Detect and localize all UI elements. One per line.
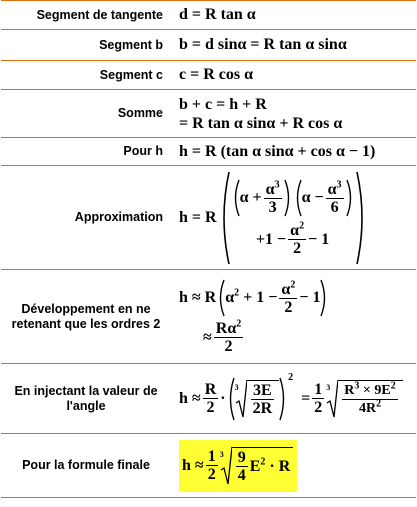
table-row — [1, 434, 416, 498]
row-label: Segment de tangente — [1, 1, 171, 30]
table-row — [1, 270, 416, 364]
formula-text: h = R (tan α sinα + cos α − 1) — [179, 142, 376, 160]
cube-root: 3 $\frac{9}{4}$ $E^2 \cdot R$ — [220, 446, 294, 486]
table-row — [1, 61, 416, 90]
table-row — [1, 364, 416, 434]
row-formula: h ≈ R $\alpha^2 + 1$ − $\frac{\alpha^2}{2}$ − 1 ≈ $\frac{R\alpha^2}{2}$ — [171, 270, 416, 364]
formula-text: d = R tan α — [179, 6, 256, 23]
row-formula — [171, 434, 416, 498]
row-formula — [171, 90, 416, 138]
row-label: Segment c — [1, 61, 171, 90]
table-row — [1, 138, 416, 166]
row-formula: h = R α + $\frac{\alpha^3}{3}$ α − $\frac{\alpha^3}{6}$ +1 − $\frac{\alpha^2}{2}$ − 1 — [171, 166, 416, 270]
final-formula-highlight: h ≈ $\frac{1}{2}$ 3 $\frac{9}{4}$ $E^2 \cdot R$ — [179, 440, 297, 492]
formula-line: b + c = h + R — [179, 95, 267, 113]
row-formula: h ≈ $\frac{R}{2}$ · 3 $\frac{3E}{2R}$ $^2$ = $\frac{1}{2}$ 3 $\frac{R^3 \times 9E^2}{4R^2}$ — [171, 364, 416, 434]
row-label: Pour la formule finale — [1, 434, 171, 498]
row-label: Pour h — [1, 138, 171, 166]
formula-table — [1, 0, 416, 498]
cube-root: 3 $\frac{R^3 \times 9E^2}{4R^2}$ — [326, 379, 402, 419]
row-label: Segment b — [1, 30, 171, 61]
formula-text: c = R cos α — [179, 66, 254, 83]
table-row — [1, 1, 416, 30]
cube-root: 3 $\frac{3E}{2R}$ — [235, 379, 280, 419]
table-row — [1, 90, 416, 138]
big-right-paren — [355, 170, 369, 266]
big-left-paren — [217, 170, 231, 266]
row-formula — [171, 61, 416, 90]
row-formula — [171, 30, 416, 61]
row-formula — [171, 138, 416, 166]
formula-text: b = d sinα = R tan α sinα — [179, 36, 347, 53]
table-row — [1, 30, 416, 61]
row-label: Développement en ne retenant que les ordres 2 — [1, 270, 171, 364]
row-formula — [171, 1, 416, 30]
row-label: Approximation — [1, 166, 171, 270]
formula-line: = R tan α sinα + R cos α — [179, 114, 343, 132]
row-label: Somme — [1, 90, 171, 138]
row-label: En injectant la valeur de l'angle — [1, 364, 171, 434]
table-row — [1, 166, 416, 270]
